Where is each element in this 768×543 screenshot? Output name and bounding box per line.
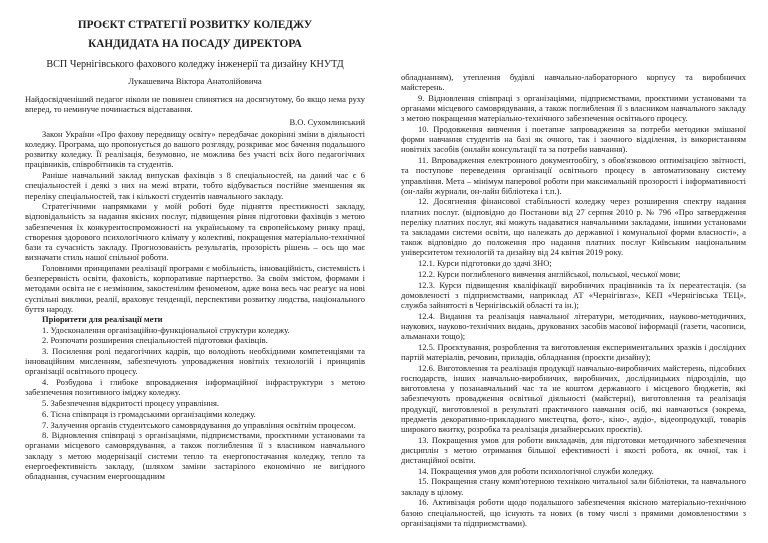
document-title: ПРОЄКТ СТРАТЕГІЇ РОЗВИТКУ КОЛЕДЖУ xyxy=(77,19,313,31)
paragraph: Стратегічними напрямками у моїй роботі буде підняття престижності закладу, відповідальність за надання якісних послуг, підвищення рівня підготовки фахівців з метою забезпечення їх конкурентоспроможності на українському та європейському ринку праці, створення здорового психологічного клімату у колективі, покращення матеріально-технічної бази та сучасність закладу. Прогнозованість результатів, прозорість рішень – ось що має визначати стиль нашої спільної роботи. xyxy=(25,201,365,263)
paragraph: 1. Удосконалення організаційно-функціональної структури коледжу. xyxy=(42,324,290,335)
paragraph: 12.2. Курси поглибленого вивчення англійської, польської, чеської мови; xyxy=(418,268,681,279)
document-title: КАНДИДАТА НА ПОСАДУ ДИРЕКТОРА xyxy=(88,38,302,50)
document-subtitle: ВСП Чернігівського фахового коледжу інженерії та дизайну КНУТД xyxy=(46,59,344,70)
paragraph: 16. Активізація роботи щодо подальшого забезпечення якісною матеріально-технічною базою спеціальностей, що існують та нових (в тому числі з прямими домовленостями з організаціями та підприємствами). xyxy=(401,497,746,528)
paragraph: 13. Покращення умов для роботи викладачів, для підготовки методичного забезпечення дисциплін з метою отримання більшої ефективності і якості робота, як очної, так і дистанційної освіти. xyxy=(401,434,746,466)
paragraph: 8. Відновлення співпраці з організаціями, підприємствами, проєктними установами та органами місцевого самоврядування, а також поглиблення її з власником навчального закладу з метою модернізації системи тепло та енергопостачання коледжу, тепло та енергоефективність закладу, (шляхом заміни застарілого економічно не вигідного обладнання, сучасним енергоощадним xyxy=(25,430,365,482)
paragraph: 12.1. Курси підготовки до здачі ЗНО; xyxy=(418,258,552,269)
paragraph: 4. Розбудова і глибоке впровадження інформаційної інфраструктури з метою забезпечення позитивного іміджу коледжу. xyxy=(25,377,365,398)
paragraph: 14. Покращення умов для роботи психологічної служби коледжу. xyxy=(418,465,654,476)
paragraph: 12. Досягнення фінансової стабільності коледжу через розширення спектру надання платних послуг. (відповідно до Постанови від 27 серпня 2010 р. № 796 «Про затвердження переліку платних послуг, які можуть надаватися навчальними закладами, іншими установами та закладами системи освіти, що належать до державної і комунальної форми власності», а також відповідно до положення про надання платних послуг Київським національним університетом технологій та дизайну від 24 квітня 2019 року. xyxy=(401,196,746,258)
paragraph: Головними принципами реалізації програми є мобільність, інноваційність, системність і безперервність освіти, фаховість, корпоративне партнерство. За своїм змістом, формами і методами освіта не є незмінним, закостенілим феноменом, адже вона весь час реагує на нові суспільні виклики, реалії, враховує тенденції, перспективи розвитку людства, національного буття народу. xyxy=(25,262,365,314)
paragraph: 15. Покращення стану комп'ютерною технікою читальної зали бібліотеки, та навчального закладу в цілому. xyxy=(401,476,746,497)
paragraph: Закон України «Про фахову передвищу освіту» передбачає докорінні зміни в діяльності коледжу. Програма, що пропонується до вашого розгляду, розкриває моє бачення подальшого розвитку коледжу. Її реалізація, безумовно, не можлива без участі всіх його педагогічних працівників, співробітників та студентів. xyxy=(25,128,365,170)
author-name: Лукашевича Віктора Анатолійовича xyxy=(128,76,262,86)
paragraph: 10. Продовження вивчення і поетапне запровадження за потреби методики змішаної форми навчання студентів на базі як очного, так і заочного відділення, із використанням новітніх засобів (онлайн консультації та за потреби навчання). xyxy=(401,124,746,155)
section-heading: Пріоритети для реалізації мети xyxy=(42,313,163,324)
epigraph-text: Найдосвідченіший педагог ніколи не повинен спинятися на досягнутому, бо якщо нема руху вперед, то неминуче починається відставання. xyxy=(25,94,365,115)
paragraph: 3. Посилення ролі педагогічних кадрів, що володіють необхідними компетенціями та інноваційним мисленням, забезпечують упровадження новітніх технологій і принципів організації освітнього процесу. xyxy=(25,346,365,377)
document-page-2 xyxy=(401,72,746,528)
paragraph: 9. Відновлення співпраці з організаціями, підприємствами, проєктними установами та органами місцевого самоврядування, а також поглиблення її з власником навчального закладу з метою покращення матеріально-технічного забезпечення освітнього процесу. xyxy=(401,92,746,124)
paragraph: 11. Впровадження електронного документообігу, з обов'язковою оптимізацією звітності, та поступове переведення організації освітнього процесу в автоматизовану систему управління. Мета – мінімум паперової роботи при максимальній прозорості і інформативності (он-лайн журнали, он-лайн бібліотека і т.п.). xyxy=(401,155,746,196)
paragraph: 12.6. Виготовлення та реалізація продукції навчально-виробничих майстерень, підсобних господарств, інших навчально-виробничих, виробничих, дослідницьких підрозділів, що виготовлена у позанавчальний час та не коштом державного і місцевого бюджетів, які забезпечують провадження освітньої діяльності (майстерні), виготовлення та реалізація продукції, виготовленої в результаті практичного навчання осіб, які навчаються (зокрема, предметів декоративно-прикладного мистецтва, фото-, кіно-, аудіо-, відеопродукції, товарів широкого вжитку, розробка та реалізація дизайнерських проєктів). xyxy=(401,362,746,434)
paragraph-continuation: обладнанням), утеплення будівлі навчально-лабораторного корпусу та виробничих майстерень. xyxy=(401,72,746,93)
paragraph: 7. Залучення органів студентського самоврядування до управління освітнім процесом. xyxy=(42,419,356,430)
paragraph: 12.3. Курси підвищення кваліфікації виробничих працівників та їх переатестація. (за домовленості з підприємствами, наприклад АТ «Чернігівгаз», КЕП «Чернігівська ТЕЦ», служба зайнятості в Чернігівській області та ін.); xyxy=(401,279,746,310)
document-page-1 xyxy=(25,14,365,481)
paragraph: 12.4. Видання та реалізація навчальної літератури, методичних, науково-методичних, наукових, науково-технічних видань, друкованих засобів масової інформації (газети, часописи, альманахи тощо); xyxy=(401,310,746,342)
paragraph: 2. Розпочати розширення спеціальностей підготовки фахівців. xyxy=(42,335,268,346)
paragraph: 6. Тісна співпраця із громадськими організаціями коледжу. xyxy=(42,408,256,419)
paragraph: Раніше навчальний заклад випускав фахівців з 8 спеціальностей, на даний час є 6 спеціальностей і деякі з них на межі втрати, тобто відбувається постійне зменшення як переліку спеціальностей, так і кількості студентів навчального закладу. xyxy=(25,170,365,201)
epigraph-attribution: В.О. Сухомлинський xyxy=(289,116,365,127)
paragraph: 5. Забезпечення відкритості процесу управління. xyxy=(42,398,220,409)
paragraph: 12.5. Проєктування, розроблення та виготовлення експериментальних зразків і дослідних партій матеріалів, речовин, приладів, обладнання (проєкти дизайну); xyxy=(401,341,746,362)
